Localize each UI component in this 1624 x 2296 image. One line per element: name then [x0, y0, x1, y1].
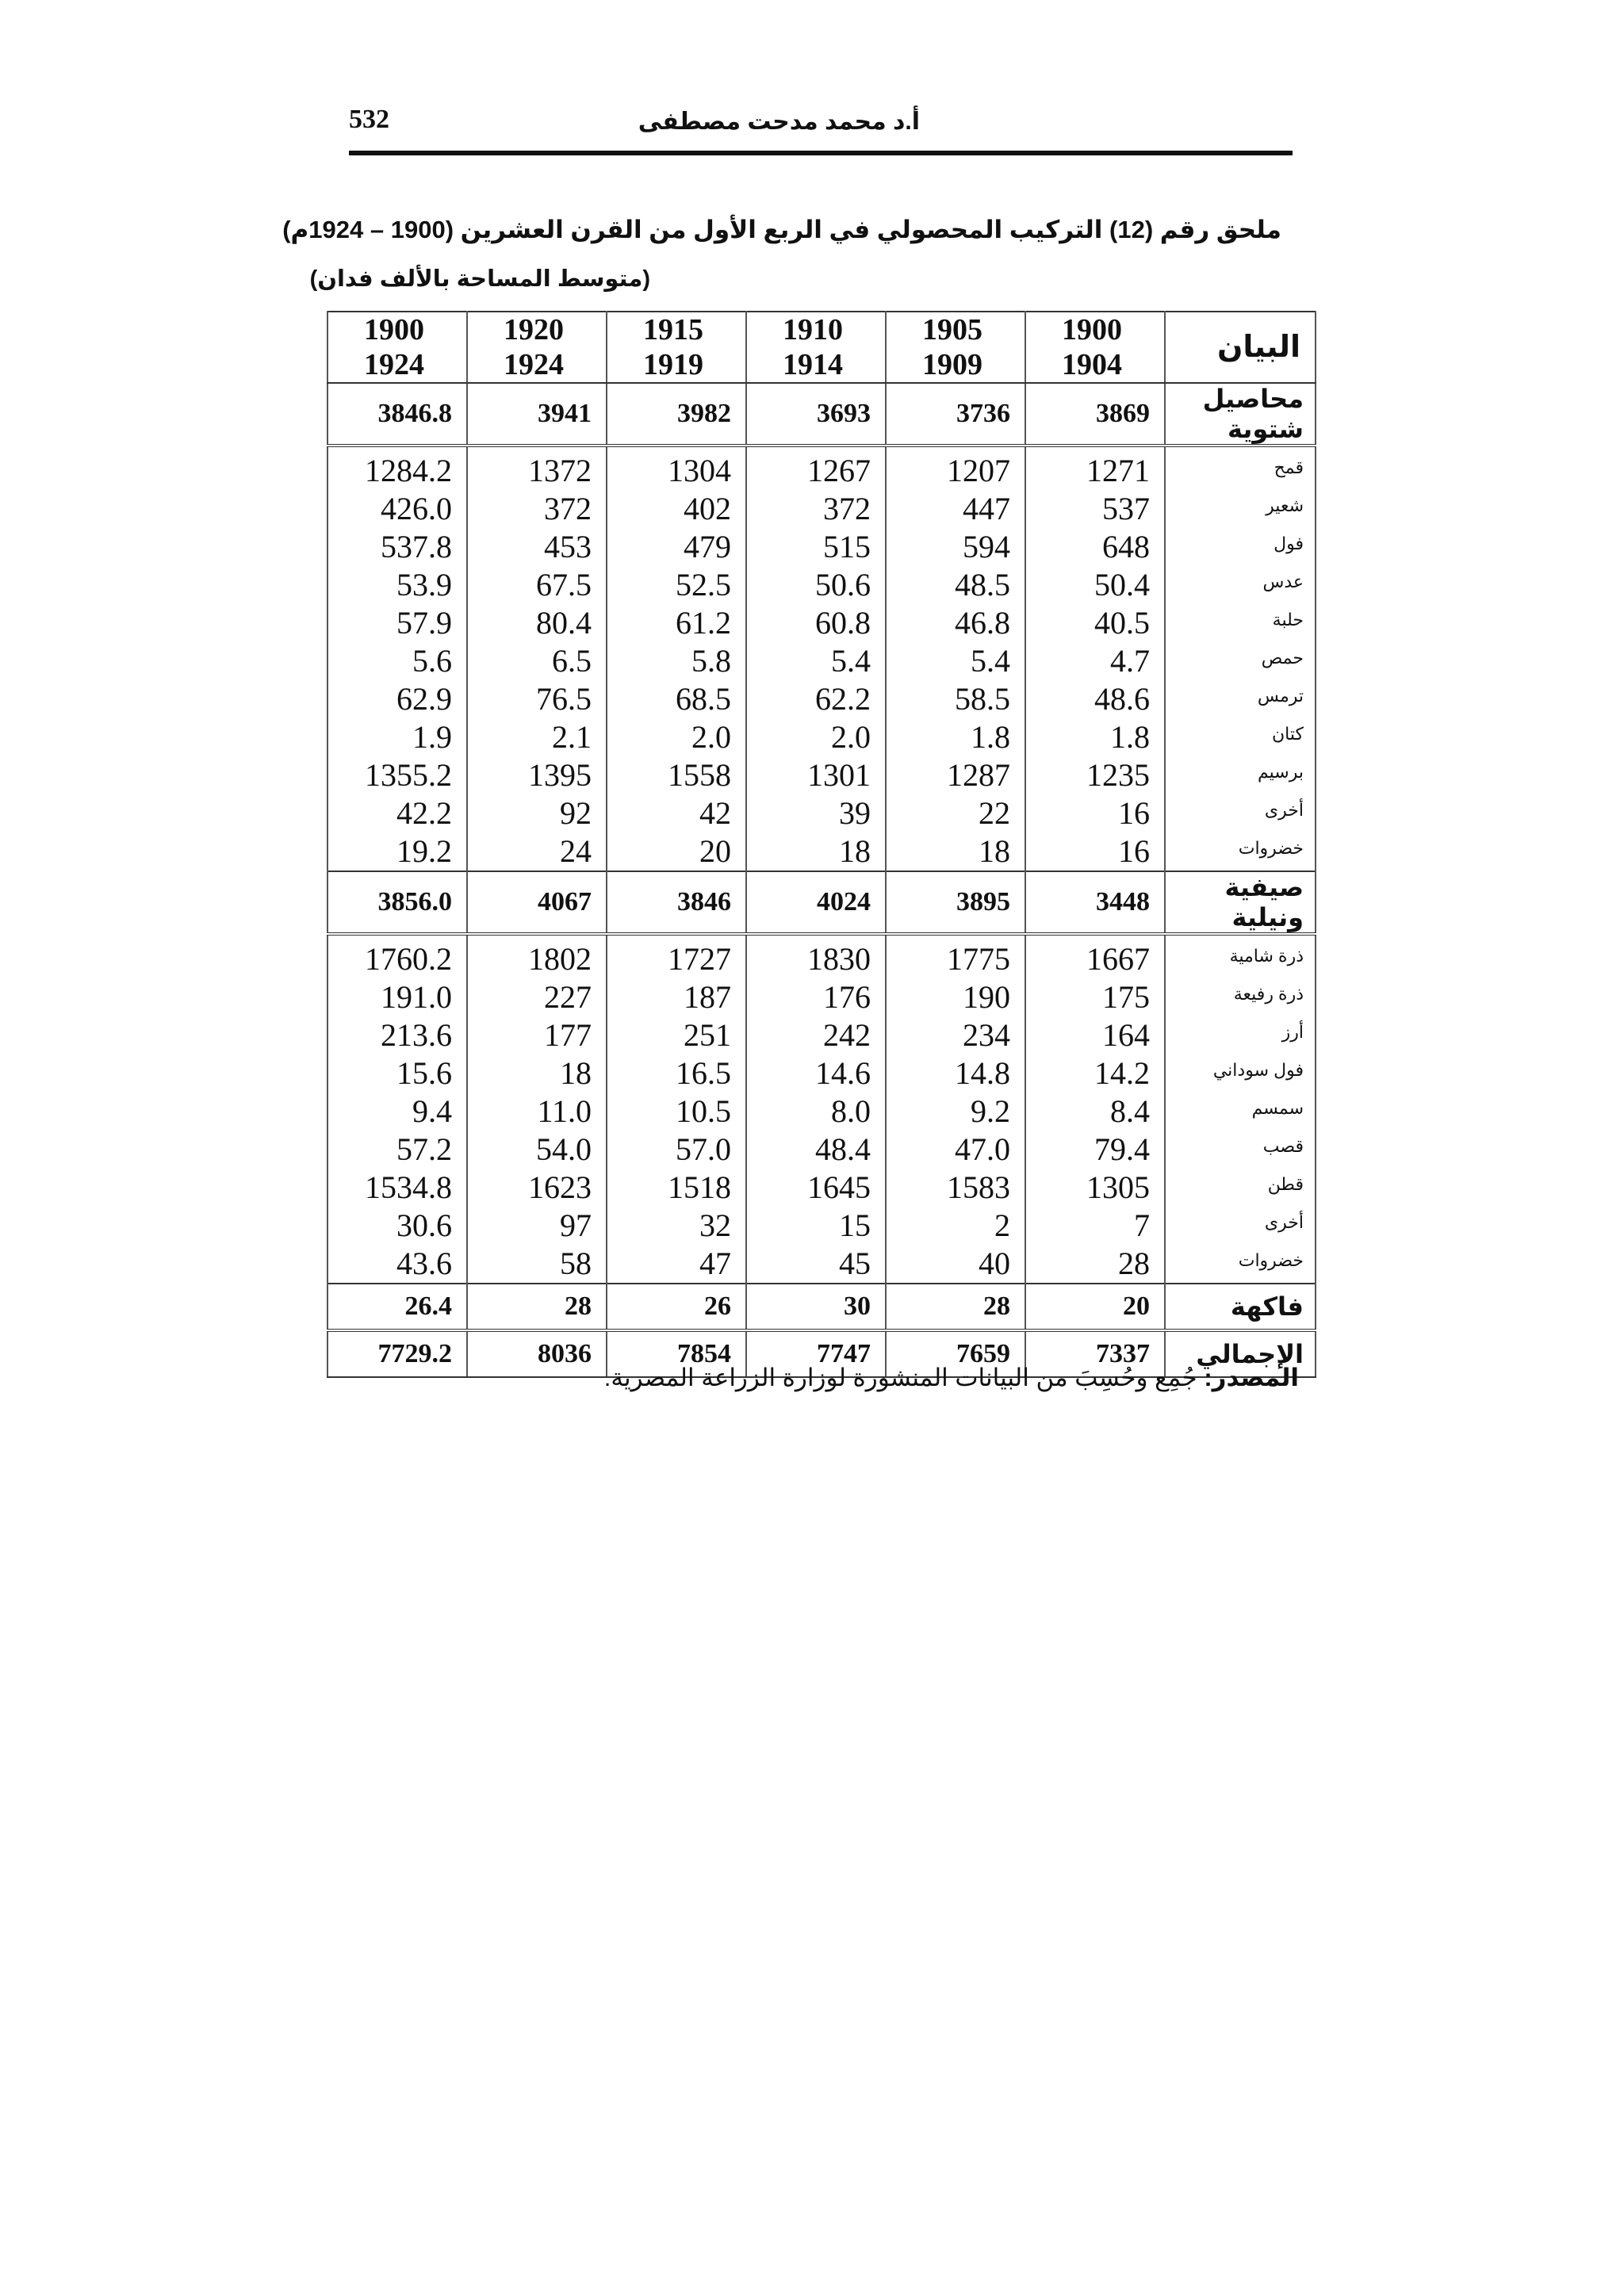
table-cell: 42.2	[327, 794, 467, 832]
table-title: ملحق رقم (12) التركيب المحصولي في الربع الأول من القرن العشرين (1900 – 1924م)	[282, 216, 1281, 243]
table-cell: 1667	[1025, 934, 1165, 978]
table-cell: 447	[886, 490, 1025, 528]
row-label: قطن	[1165, 1169, 1316, 1207]
table-cell: 30	[746, 1284, 886, 1330]
table-cell: 1623	[467, 1169, 607, 1207]
period-header: 1900 1924	[327, 312, 467, 383]
table-cell: 14.6	[746, 1054, 886, 1093]
crop-row	[327, 1054, 1316, 1093]
page-number: 532	[349, 105, 389, 134]
table-cell: 1830	[746, 934, 886, 978]
table-cell: 372	[746, 490, 886, 528]
row-label: محاصيل شتوية	[1165, 383, 1316, 446]
row-label: ذرة رفيعة	[1165, 978, 1316, 1016]
table-cell: 3846	[607, 871, 746, 934]
crop-row	[327, 642, 1316, 680]
table-cell: 42	[607, 794, 746, 832]
table-cell: 39	[746, 794, 886, 832]
crop-structure-table	[327, 311, 1316, 1378]
crop-row	[327, 934, 1316, 978]
table-cell: 426.0	[327, 490, 467, 528]
row-label: قمح	[1165, 446, 1316, 490]
table-cell: 1802	[467, 934, 607, 978]
table-cell: 97	[467, 1207, 607, 1245]
table-cell: 92	[467, 794, 607, 832]
period-header: 1900 1904	[1025, 312, 1165, 383]
table-cell: 1301	[746, 756, 886, 794]
table-cell: 594	[886, 528, 1025, 566]
table-cell: 18	[467, 1054, 607, 1093]
table-cell: 53.9	[327, 566, 467, 604]
table-cell: 20	[1025, 1284, 1165, 1330]
table-cell: 24	[467, 832, 607, 871]
table-cell: 67.5	[467, 566, 607, 604]
crop-row	[327, 832, 1316, 871]
table-cell: 187	[607, 978, 746, 1016]
source-text: جُمِع وحُسِبَ من البيانات المنشورة لوزارة الزراعة المصرية.	[603, 1364, 1197, 1391]
table-cell: 1271	[1025, 446, 1165, 490]
period-header: 1920 1924	[467, 312, 607, 383]
table-cell: 3982	[607, 383, 746, 446]
row-label: برسيم	[1165, 756, 1316, 794]
table-cell: 1583	[886, 1169, 1025, 1207]
table-cell: 7747	[746, 1330, 886, 1377]
table-cell: 76.5	[467, 680, 607, 718]
table-cell: 52.5	[607, 566, 746, 604]
header-row	[327, 312, 1316, 383]
table-cell: 15.6	[327, 1054, 467, 1093]
table-cell: 7659	[886, 1330, 1025, 1377]
table-cell: 372	[467, 490, 607, 528]
table-cell: 48.5	[886, 566, 1025, 604]
table-cell: 16	[1025, 832, 1165, 871]
table-cell: 80.4	[467, 604, 607, 642]
table-cell: 1207	[886, 446, 1025, 490]
table-cell: 46.8	[886, 604, 1025, 642]
table-subtitle: (متوسط المساحة بالألف فدان)	[309, 266, 650, 292]
source-note	[604, 1364, 1299, 1392]
row-label: صيفية ونيلية	[1165, 871, 1316, 934]
table-cell: 5.6	[327, 642, 467, 680]
row-label: فاكهة	[1165, 1284, 1316, 1330]
table-cell: 18	[886, 832, 1025, 871]
crop-row	[327, 756, 1316, 794]
table-cell: 11.0	[467, 1093, 607, 1131]
table-cell: 3941	[467, 383, 607, 446]
crop-row	[327, 528, 1316, 566]
table-cell: 16.5	[607, 1054, 746, 1093]
table-cell: 8.4	[1025, 1093, 1165, 1131]
table-cell: 1372	[467, 446, 607, 490]
table-cell: 57.0	[607, 1131, 746, 1169]
crop-row	[327, 1207, 1316, 1245]
row-label: قصب	[1165, 1131, 1316, 1169]
table-cell: 176	[746, 978, 886, 1016]
table-cell: 479	[607, 528, 746, 566]
table-cell: 2.0	[746, 718, 886, 756]
table-cell: 3736	[886, 383, 1025, 446]
crop-row	[327, 718, 1316, 756]
crop-row	[327, 1245, 1316, 1284]
table-cell: 8036	[467, 1330, 607, 1377]
table-cell: 1284.2	[327, 446, 467, 490]
crop-row	[327, 1131, 1316, 1169]
table-cell: 190	[886, 978, 1025, 1016]
crop-row	[327, 1093, 1316, 1131]
table-cell: 2	[886, 1207, 1025, 1245]
table-cell: 57.9	[327, 604, 467, 642]
table-cell: 79.4	[1025, 1131, 1165, 1169]
table-cell: 7337	[1025, 1330, 1165, 1377]
row-label: الإجمالي	[1165, 1330, 1316, 1377]
crop-row	[327, 1016, 1316, 1054]
table-cell: 62.2	[746, 680, 886, 718]
table-cell: 537	[1025, 490, 1165, 528]
table-cell: 9.2	[886, 1093, 1025, 1131]
crop-row	[327, 566, 1316, 604]
table-cell: 242	[746, 1016, 886, 1054]
table-cell: 175	[1025, 978, 1165, 1016]
table-cell: 14.2	[1025, 1054, 1165, 1093]
table-cell: 50.4	[1025, 566, 1165, 604]
table-cell: 4.7	[1025, 642, 1165, 680]
table-cell: 61.2	[607, 604, 746, 642]
table-cell: 1645	[746, 1169, 886, 1207]
table-cell: 1558	[607, 756, 746, 794]
table-cell: 45	[746, 1245, 886, 1284]
table-cell: 15	[746, 1207, 886, 1245]
table-cell: 7729.2	[327, 1330, 467, 1377]
table-cell: 9.4	[327, 1093, 467, 1131]
table-cell: 54.0	[467, 1131, 607, 1169]
table-cell: 19.2	[327, 832, 467, 871]
table-cell: 4024	[746, 871, 886, 934]
crop-row	[327, 794, 1316, 832]
table-cell: 5.4	[886, 642, 1025, 680]
row-label: أخرى	[1165, 794, 1316, 832]
table-cell: 402	[607, 490, 746, 528]
table-cell: 40.5	[1025, 604, 1165, 642]
author-name: أ.د محمد مدحت مصطفى	[638, 109, 920, 135]
table-cell: 50.6	[746, 566, 886, 604]
table-cell: 537.8	[327, 528, 467, 566]
table-cell: 10.5	[607, 1093, 746, 1131]
table-cell: 3693	[746, 383, 886, 446]
table-cell: 1534.8	[327, 1169, 467, 1207]
table-cell: 28	[886, 1284, 1025, 1330]
row-label: فول سوداني	[1165, 1054, 1316, 1093]
period-header: 1910 1914	[746, 312, 886, 383]
table-cell: 1775	[886, 934, 1025, 978]
table-cell: 47.0	[886, 1131, 1025, 1169]
table-cell: 28	[467, 1284, 607, 1330]
page-header	[349, 101, 1293, 155]
row-label: أخرى	[1165, 1207, 1316, 1245]
table-cell: 177	[467, 1016, 607, 1054]
table-cell: 5.8	[607, 642, 746, 680]
fruit-row	[327, 1284, 1316, 1330]
table-cell: 453	[467, 528, 607, 566]
table-cell: 1727	[607, 934, 746, 978]
table-cell: 26	[607, 1284, 746, 1330]
table-cell: 7854	[607, 1330, 746, 1377]
table-cell: 8.0	[746, 1093, 886, 1131]
table-cell: 227	[467, 978, 607, 1016]
crop-row	[327, 490, 1316, 528]
row-label: ذرة شامية	[1165, 934, 1316, 978]
crop-row	[327, 1169, 1316, 1207]
table-cell: 1.9	[327, 718, 467, 756]
table-cell: 14.8	[886, 1054, 1025, 1093]
table-cell: 1760.2	[327, 934, 467, 978]
table-cell: 22	[886, 794, 1025, 832]
table-cell: 5.4	[746, 642, 886, 680]
table-cell: 1518	[607, 1169, 746, 1207]
crop-row	[327, 978, 1316, 1016]
table-cell: 6.5	[467, 642, 607, 680]
table-cell: 58	[467, 1245, 607, 1284]
row-label: فول	[1165, 528, 1316, 566]
table-cell: 60.8	[746, 604, 886, 642]
table-cell: 1305	[1025, 1169, 1165, 1207]
label-header: البيان	[1165, 312, 1316, 383]
table-cell: 1304	[607, 446, 746, 490]
table-cell: 1.8	[886, 718, 1025, 756]
source-label: المصدر:	[1204, 1364, 1299, 1391]
table-cell: 1287	[886, 756, 1025, 794]
row-label: عدس	[1165, 566, 1316, 604]
row-label: ترمس	[1165, 680, 1316, 718]
crop-row	[327, 604, 1316, 642]
table-cell: 2.0	[607, 718, 746, 756]
table-cell: 648	[1025, 528, 1165, 566]
crop-row	[327, 446, 1316, 490]
table-cell: 32	[607, 1207, 746, 1245]
table-cell: 58.5	[886, 680, 1025, 718]
row-label: أرز	[1165, 1016, 1316, 1054]
table-cell: 47	[607, 1245, 746, 1284]
period-header: 1915 1919	[607, 312, 746, 383]
table-cell: 20	[607, 832, 746, 871]
table-cell: 1395	[467, 756, 607, 794]
group-total-row	[327, 871, 1316, 934]
table-cell: 234	[886, 1016, 1025, 1054]
table-cell: 251	[607, 1016, 746, 1054]
row-label: خضروات	[1165, 1245, 1316, 1284]
table-cell: 1235	[1025, 756, 1165, 794]
group-total-row	[327, 383, 1316, 446]
table-cell: 1355.2	[327, 756, 467, 794]
row-label: سمسم	[1165, 1093, 1316, 1131]
table-cell: 4067	[467, 871, 607, 934]
table-cell: 191.0	[327, 978, 467, 1016]
crop-row	[327, 680, 1316, 718]
table-cell: 164	[1025, 1016, 1165, 1054]
table-cell: 30.6	[327, 1207, 467, 1245]
table-cell: 1.8	[1025, 718, 1165, 756]
row-label: شعير	[1165, 490, 1316, 528]
table-cell: 48.4	[746, 1131, 886, 1169]
table-cell: 3856.0	[327, 871, 467, 934]
row-label: خضروات	[1165, 832, 1316, 871]
table-cell: 40	[886, 1245, 1025, 1284]
row-label: كتان	[1165, 718, 1316, 756]
table-body	[327, 383, 1316, 1377]
table-cell: 515	[746, 528, 886, 566]
table-cell: 62.9	[327, 680, 467, 718]
row-label: حلبة	[1165, 604, 1316, 642]
table-cell: 2.1	[467, 718, 607, 756]
row-label: حمص	[1165, 642, 1316, 680]
table-cell: 3448	[1025, 871, 1165, 934]
table-cell: 26.4	[327, 1284, 467, 1330]
table-cell: 3846.8	[327, 383, 467, 446]
period-header: 1905 1909	[886, 312, 1025, 383]
table-cell: 48.6	[1025, 680, 1165, 718]
table-cell: 3869	[1025, 383, 1165, 446]
table-cell: 68.5	[607, 680, 746, 718]
table-cell: 213.6	[327, 1016, 467, 1054]
table-cell: 7	[1025, 1207, 1165, 1245]
table-cell: 18	[746, 832, 886, 871]
table-cell: 43.6	[327, 1245, 467, 1284]
table-cell: 28	[1025, 1245, 1165, 1284]
table-cell: 57.2	[327, 1131, 467, 1169]
table-cell: 3895	[886, 871, 1025, 934]
table-cell: 16	[1025, 794, 1165, 832]
table-cell: 1267	[746, 446, 886, 490]
